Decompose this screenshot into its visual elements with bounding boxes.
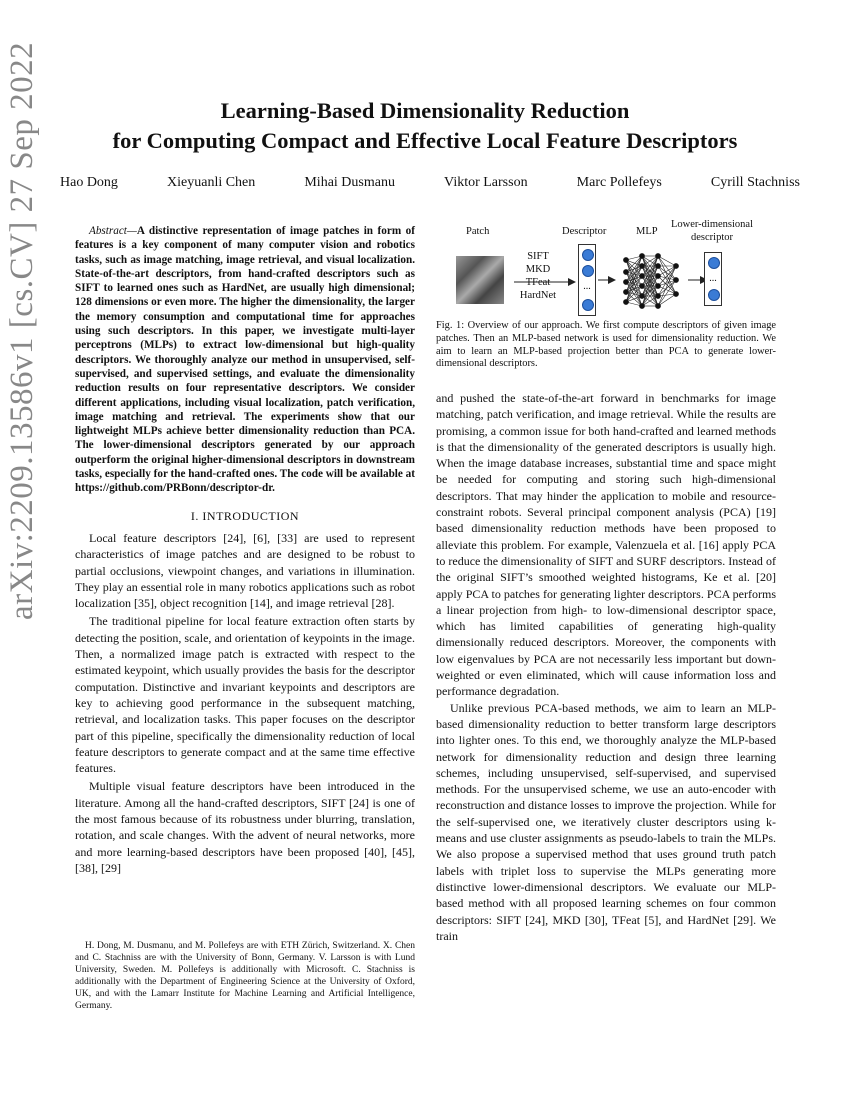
author: Cyrill Stachniss bbox=[710, 175, 800, 190]
mlp-node bbox=[639, 303, 644, 308]
author: Marc Pollefeys bbox=[576, 175, 662, 190]
mlp-node bbox=[655, 263, 660, 268]
mlp-node bbox=[655, 303, 660, 308]
mlp-node bbox=[655, 293, 660, 298]
method-sift: SIFT bbox=[527, 251, 549, 262]
mlp-node bbox=[623, 279, 628, 284]
vector-ellipsis: ... bbox=[583, 281, 591, 292]
label-descriptor: Descriptor bbox=[562, 226, 607, 237]
mlp-node bbox=[673, 277, 678, 282]
arxiv-stamp-text: arXiv:2209.13586v1 [cs.CV] 27 Sep 2022 bbox=[4, 41, 40, 620]
mlp-node bbox=[639, 273, 644, 278]
figure-arrows bbox=[436, 216, 776, 316]
intro-paragraph-1: Local feature descriptors [24], [6], [33] are used to represent characteristics of image patches and are designed to be robust to partial occlusions, viewpoint changes, and variations in illumination. They play an essential role in many robotics applications such as robot localization [35], object recognition [14], and image retrieval [28]. bbox=[75, 530, 415, 611]
method-tfeat: TFeat bbox=[525, 277, 551, 288]
vector-element bbox=[582, 265, 594, 277]
abstract-label: Abstract— bbox=[89, 225, 137, 237]
mlp-node bbox=[623, 257, 628, 262]
author: Hao Dong bbox=[60, 175, 118, 190]
lower-dim-vector bbox=[704, 252, 722, 306]
mlp-node bbox=[655, 253, 660, 258]
figure-caption: Fig. 1: Overview of our approach. We first compute descriptors of given image patches. Then an MLP-based network is used for dimensionality reduction. We aim to learn an MLP-based projection better than PCA to generate lower-dimensional descriptors. bbox=[436, 320, 776, 370]
descriptor-vector bbox=[578, 244, 596, 316]
vector-element bbox=[708, 289, 720, 301]
author: Xieyuanli Chen bbox=[167, 175, 256, 190]
section-heading: I. INTRODUCTION bbox=[190, 508, 300, 523]
mlp-node bbox=[623, 269, 628, 274]
mlp-node bbox=[639, 283, 644, 288]
paper-title bbox=[60, 96, 790, 156]
vector-element bbox=[582, 299, 594, 311]
label-mlp: MLP bbox=[636, 226, 658, 237]
footnote: H. Dong, M. Dusmanu, and M. Pollefeys are with ETH Zürich, Switzerland. X. Chen and C. Stachniss are with the University of Bonn, Germany. V. Larsson is with Lund University, Sweden. M. Pollefeys is additionally with Microsoft. C. Stachniss is additionally with the Department of Engineering Science at the University of Oxford, UK, and with the Lamarr Institute for Machine Learning and Artificial Intelligence, Germany. bbox=[75, 941, 415, 1011]
author: Mihai Dusmanu bbox=[304, 175, 395, 190]
mlp-network-icon bbox=[623, 253, 678, 308]
mlp-node bbox=[623, 289, 628, 294]
intro-paragraph-3: Multiple visual feature descriptors have been introduced in the literature. Among all the hand-crafted descriptors, SIFT [24] is one of the most famous because of its robustness under blurring, translation, rotation, and scale changes. With the advent of neural networks, more and more learning-based descriptors have been proposed [40], [45], [38], [29] bbox=[75, 779, 415, 875]
mlp-node bbox=[639, 293, 644, 298]
label-patch: Patch bbox=[466, 226, 490, 237]
mlp-node bbox=[623, 299, 628, 304]
label-lower-dim: Lower-dimensional descriptor bbox=[670, 219, 754, 243]
abstract bbox=[75, 224, 415, 496]
right-paragraph-2: Unlike previous PCA-based methods, we aim to learn an MLP-based dimensionality reduction to better transform large descriptors into lighter ones. To this end, we thoroughly analyze the MLP-based network for dimensionality reduction and design three learning schemes, including unsupervised, self-supervised, and supervised methods. For the unsupervised scheme, we use an auto-encoder with reconstruction and distance losses to improve the projection. While for the self-supervised one, we iteratively cluster descriptors using k-means and use cluster assignments as pseudo-labels to train the MLPs. We also propose a supervised method that uses ground truth patch labels with triplet loss to supervise the MLPs generating more distinctive lower-dimensional descriptors. We evaluate our MLP-based method with all proposed learning schemes on four common descriptors: SIFT [24], MKD [30], TFeat [5], and HardNet [29]. We train bbox=[436, 700, 776, 943]
figure-1 bbox=[436, 216, 776, 316]
author-list bbox=[60, 175, 800, 191]
mlp-node bbox=[655, 283, 660, 288]
author: Viktor Larsson bbox=[444, 175, 528, 190]
mlp-node bbox=[673, 291, 678, 296]
method-mkd: MKD bbox=[525, 264, 551, 275]
vector-element bbox=[708, 257, 720, 269]
arrow-2-head bbox=[608, 276, 616, 284]
abstract-text: A distinctive representation of image patches in form of features is a key component of many computer vision and robotics tasks, such as image matching, image retrieval, and visual localization. State-of-the-art descriptors, from hand-crafted descriptors such as SIFT to learned ones such as HardNet, are usually high dimensional; 128 dimensions or even more. The higher the dimensionality, the larger the memory consumption and computational time for approaches using such descriptors. In this paper, we investigate multi-layer perceptrons (MLPs) to extract low-dimensional but high-quality descriptors. We thoroughly analyze our method in unsupervised, self-supervised, and supervised settings, and evaluate the dimensionality reduction results on four representative descriptors. We consider different applications, including visual localization, patch verification, image matching and retrieval. The experiments show that our lightweight MLPs achieve better dimensionality reduction than PCA. The lower-dimensional descriptors generated by our approach outperform the original higher-dimensional descriptors in downstream tasks, especially for the hand-crafted ones. The code will be available at https://github.com/PRBonn/descriptor-dr. bbox=[75, 225, 415, 495]
vector-ellipsis: ... bbox=[709, 273, 717, 284]
mlp-node bbox=[673, 263, 678, 268]
mlp-node bbox=[639, 263, 644, 268]
right-paragraph-1: and pushed the state-of-the-art forward in benchmarks for image matching, patch verification, and image retrieval. While the results are promising, a common issue for both hand-crafted and learned methods is that the dimensionality of the generated descriptors is usually high. When the image database increases, substantial time and space might be needed for computing and storing such high-dimensional descriptors. That may hinder the application to mobile and resource-constraint robots. Several principal component analysis (PCA) [19] based dimensionality reduction methods have been proposed to alleviate this problem. For example, Valenzuela et al. [16] apply PCA to reduce the dimensionality of SIFT and SURF descriptors. Instead of the original SIFT’s smoothed weighted histograms, Ke et al. [20] apply PCA to patches for generating lighter descriptors. PCA performs a linear projection from high- to low-dimensional descriptor space, which has limited capabilities of generating high-quality dimensionally reduced descriptors. Moreover, the components with low eigenvalues by PCA are not necessarily less important but down-weighted or even eliminated, which will cause information loss and performance degradation. bbox=[436, 391, 776, 699]
mlp-node bbox=[655, 273, 660, 278]
right-column bbox=[436, 390, 776, 946]
mlp-node bbox=[639, 253, 644, 258]
arrow-1-head bbox=[568, 278, 576, 286]
method-hardnet: HardNet bbox=[519, 290, 557, 301]
vector-element bbox=[582, 249, 594, 261]
title-line-1: Learning-Based Dimensionality Reduction bbox=[220, 98, 630, 123]
title-line-2: for Computing Compact and Effective Local Feature Descriptors bbox=[112, 128, 738, 153]
left-column bbox=[75, 224, 415, 878]
intro-paragraph-2: The traditional pipeline for local feature extraction often starts by detecting the position, scale, and orientation of keypoints in the image. Then, a normalized image patch is extracted with respect to the estimated keypoint, which usually provides the basis for the descriptor computation. Distinctive and invariant keypoints and descriptors are key to achieving good performance in the subsequent matching, retrieval, and localization tasks. This paper focuses on the descriptor part of this pipeline, specifically the dimensionality reduction of local feature descriptors to generate compact and at the same time effective features. bbox=[75, 614, 415, 776]
